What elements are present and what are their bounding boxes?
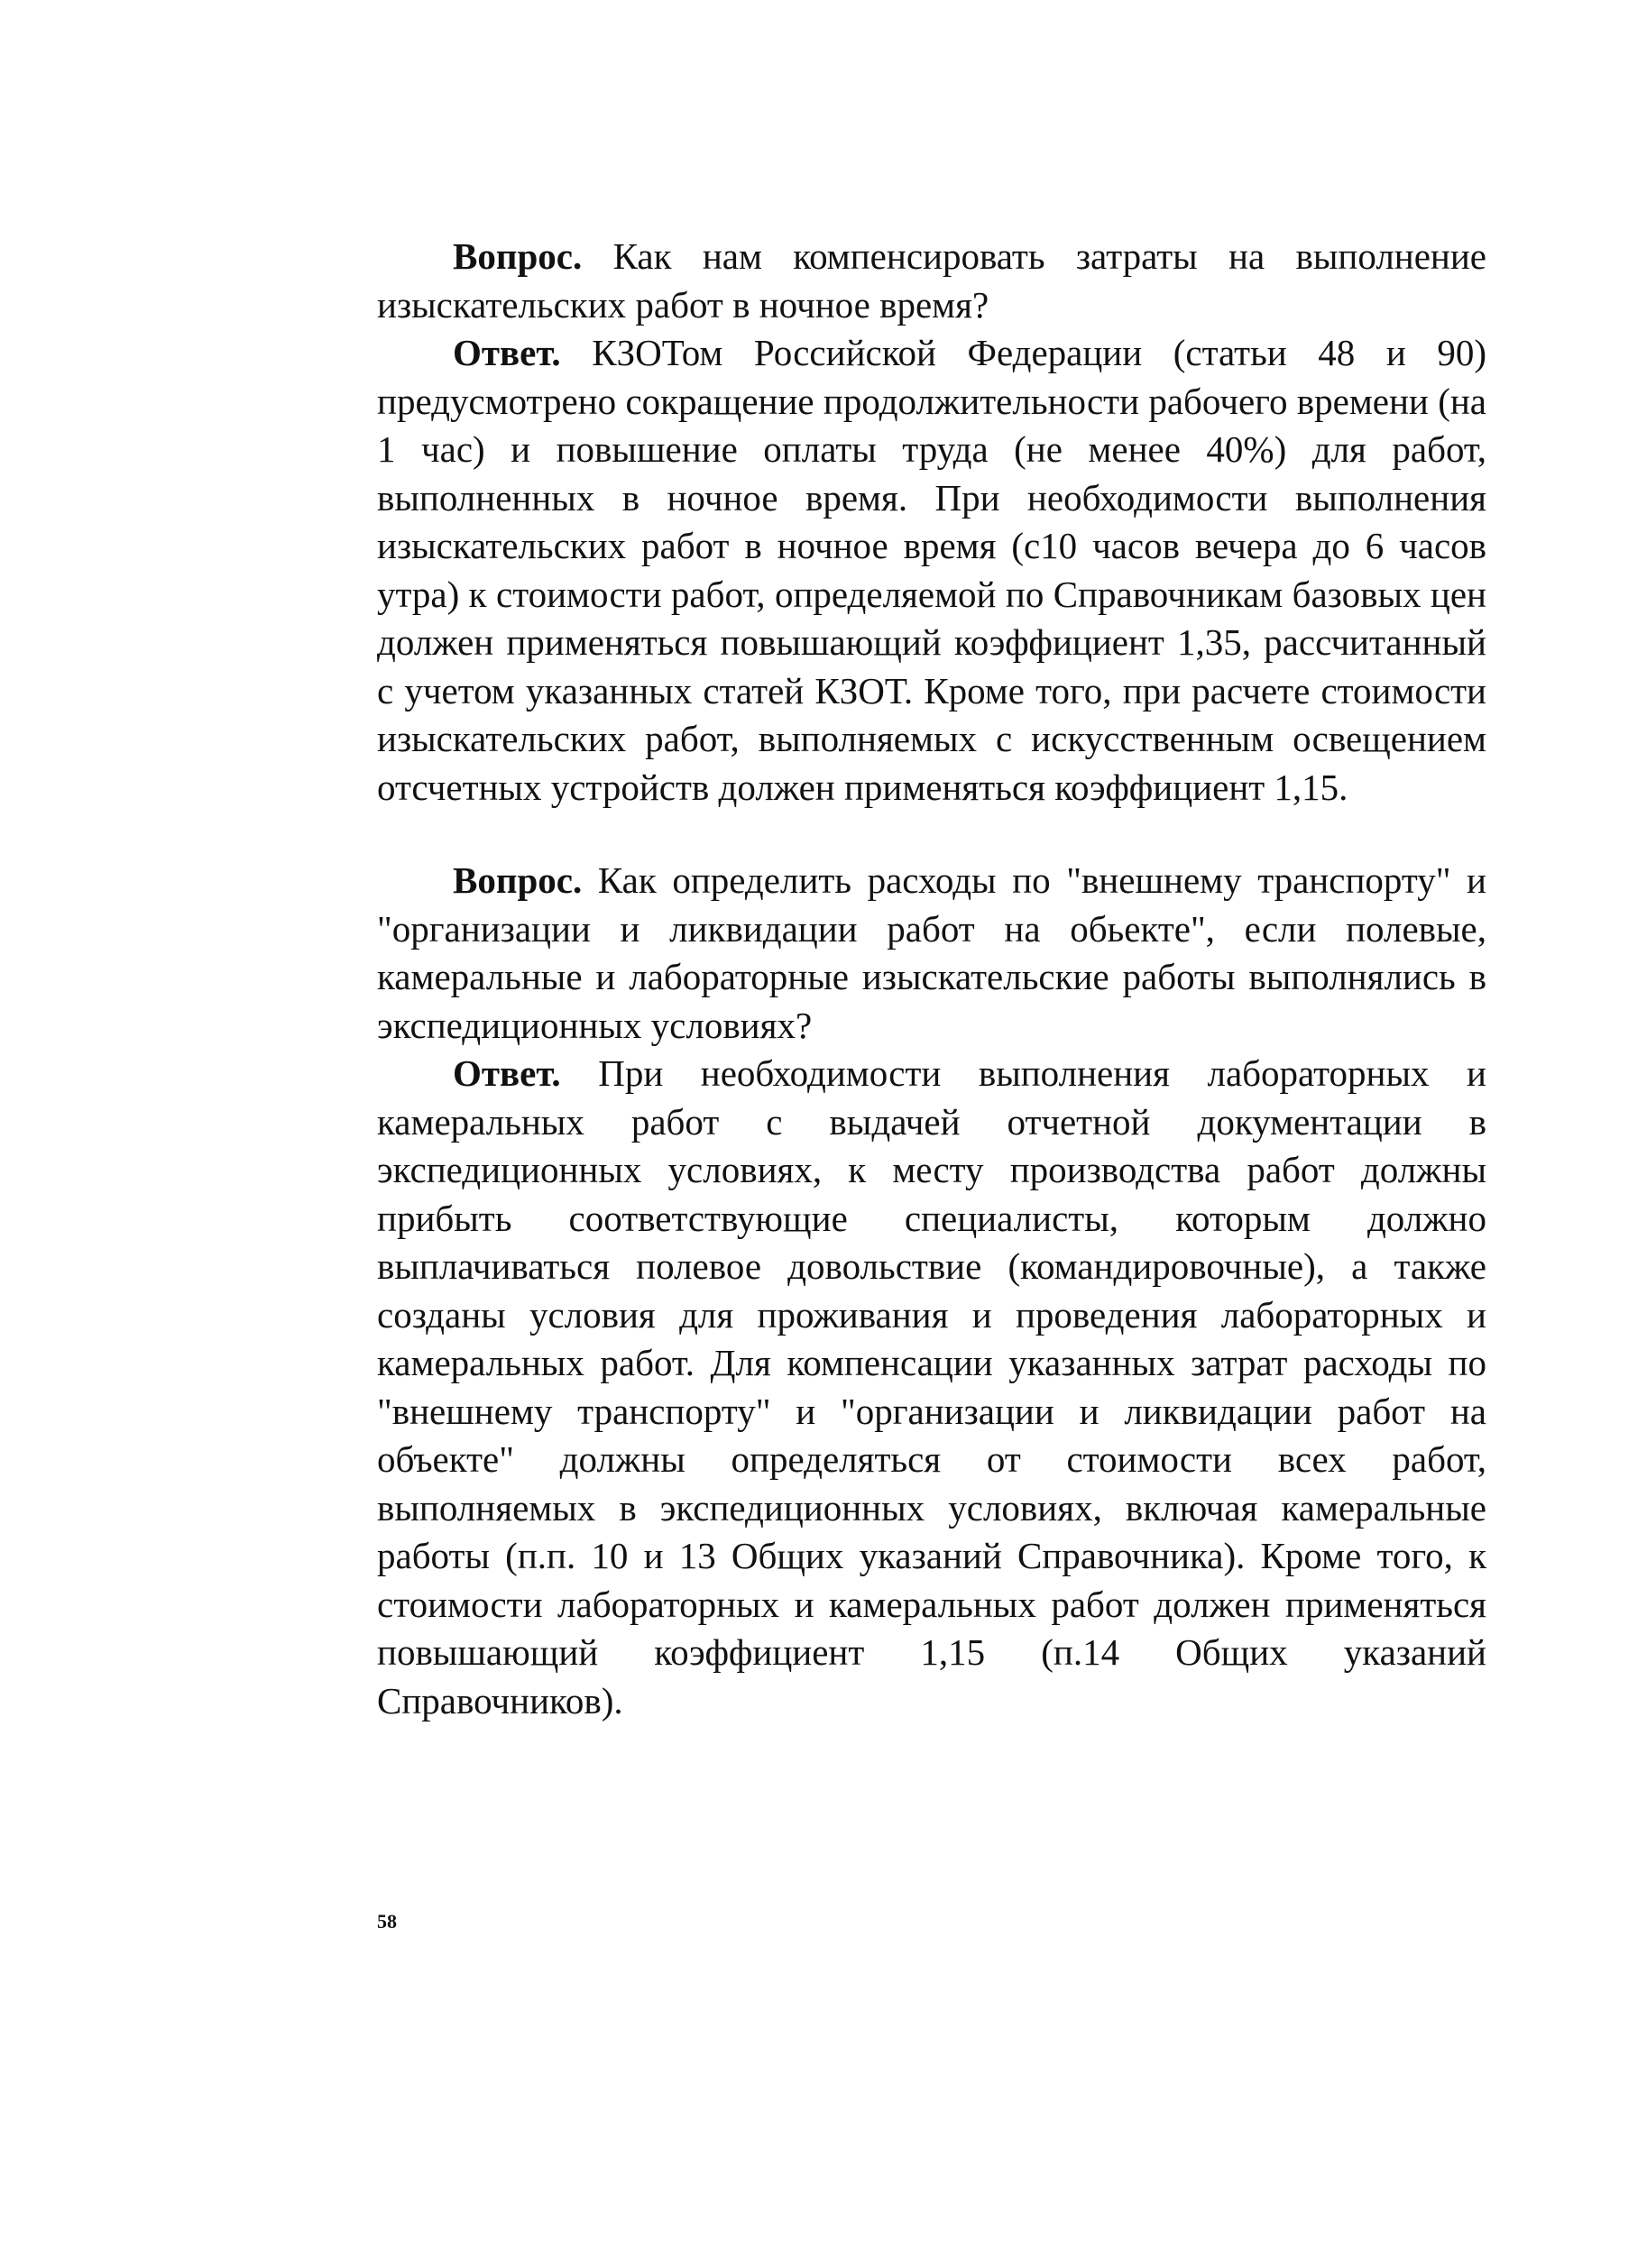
page-number: 58	[377, 1910, 397, 1933]
answer-label: Ответ.	[453, 332, 561, 373]
question-label: Вопрос.	[453, 859, 583, 901]
question-paragraph	[377, 857, 1486, 1050]
qa-block-2	[377, 857, 1486, 1725]
answer-text: КЗОТом Российской Федерации (статьи 48 и 90) предусмотрено сокращение продолжительности рабочего времени (на 1 час) и повышение оплаты труда (не менее 40%) для работ, выполненных в ночное время. При необходимости выполнения изыскательских работ в ночное время (с10 часов вечера до 6 часов утра) к стоимости работ, определяемой по Справочникам базовых цен должен применяться повышающий коэффициент 1,35, рассчитанный с учетом указанных статей КЗОТ. Кроме того, при расчете стоимости изыскательских работ, выполняемых с искусственным освещением отсчетных устройств должен применяться коэффициент 1,15.	[377, 332, 1486, 808]
answer-label: Ответ.	[453, 1052, 561, 1094]
answer-text: При необходимости выполнения лабораторных и камеральных работ с выдачей отчетной документации в экспедиционных условиях, к месту производства работ должны прибыть соответствующие специалисты, которым должно выплачиваться полевое довольствие (командировочные), а также созданы условия для проживания и проведения лабораторных и камеральных работ. Для компенсации указанных затрат расходы по "внешнему транспорту" и "организации и ликвидации работ на объекте" должны определяться от стоимости всех работ, выполняемых в экспедиционных условиях, включая камеральные работы (п.п. 10 и 13 Общих указаний Справочника). Кроме того, к стоимости лабораторных и камеральных работ должен применяться повышающий коэффициент 1,15 (п.14 Общих указаний Справочников).	[377, 1052, 1486, 1722]
qa-block-1	[377, 233, 1486, 812]
question-paragraph	[377, 233, 1486, 329]
answer-paragraph	[377, 1050, 1486, 1725]
question-label: Вопрос.	[453, 235, 583, 277]
answer-paragraph	[377, 329, 1486, 812]
question-text: Как определить расходы по "внешнему транспорту" и "организации и ликвидации работ на обьекте", если полевые, камеральные и лабораторные изыскательские работы выполнялись в экспедиционных условиях?	[377, 859, 1486, 1046]
text-column	[377, 233, 1486, 1725]
question-text: Как нам компенсировать затраты на выполнение изыскательских работ в ночное время?	[377, 235, 1486, 326]
